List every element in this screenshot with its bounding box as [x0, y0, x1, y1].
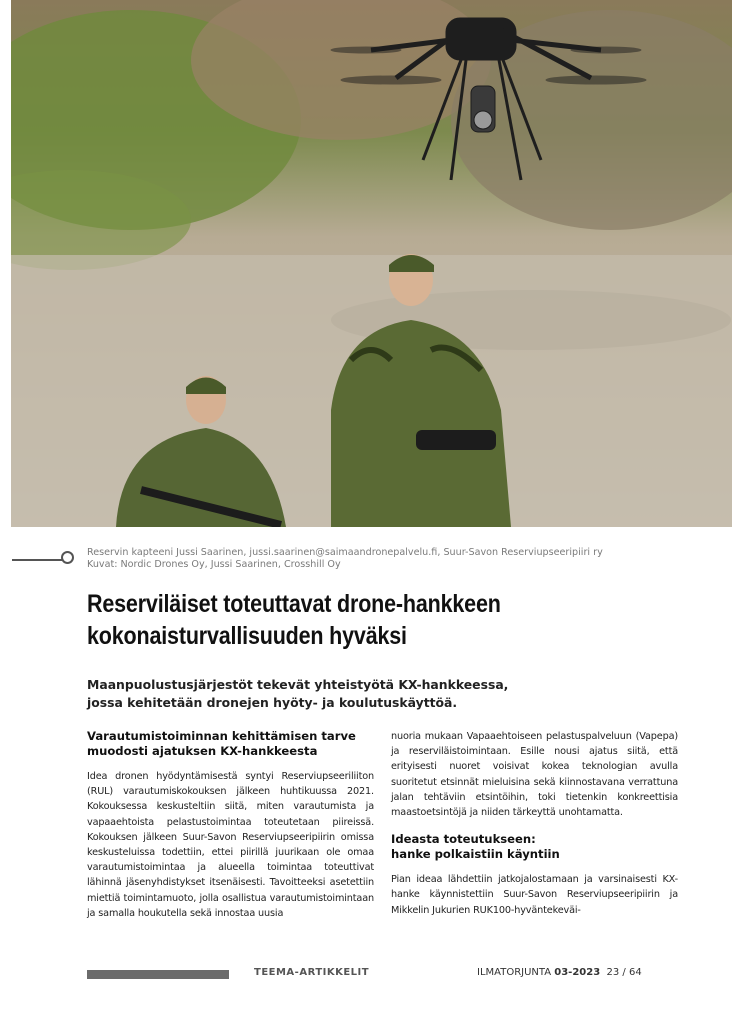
drone-photo	[11, 0, 732, 527]
magazine-name: ILMATORJUNTA	[477, 967, 552, 978]
credits	[87, 547, 727, 571]
section1-title	[87, 729, 374, 759]
lead-line-2: jossa kehitetään dronejen hyöty- ja koulutuskäyttöä.	[87, 695, 458, 710]
section1-title-line-2: muodosti ajatuksen KX-hankkeesta	[87, 744, 318, 758]
photo-credit: Kuvat: Nordic Drones Oy, Jussi Saarinen, Crosshill Oy	[87, 559, 341, 570]
article-headline	[87, 588, 620, 652]
credit-circle-icon	[61, 551, 74, 564]
footer-section-label: TEEMA-ARTIKKELIT	[254, 967, 370, 978]
issue-number: 03-2023	[554, 967, 601, 978]
footer-magazine	[477, 967, 642, 978]
section1-body: Idea dronen hyödyntämisestä syntyi Reserviupseeriliiton (RUL) varautumiskokouksen jälkeen huhtikuussa 2021. Kokouksessa keskusteltiin siitä, miten varautumista ja vapaaehtoista pelastustoimintaa toteutetaan piireissä. Kokouksen jälkeen Suur-Savon Reserviupseeripiirin omissa keskusteluissa todettiin, ettei piirillä juurikaan ole omaa varautumistoimintaa ja alueella toimintaa toteuttivat lähinnä jäsenyhdistykset itsenäisesti. Tavoitteeksi asetettiin miettiä toimintamuoto, jolla osallistua varautumistoimintaan ja samalla houkutella sekä innostaa uusia	[87, 771, 374, 919]
credit-divider	[12, 559, 62, 561]
section2-title-line-1: Ideasta toteutukseen:	[391, 832, 536, 847]
lead-line-1: Maanpuolustusjärjestöt tekevät yhteistyötä KX-hankkeessa,	[87, 677, 509, 692]
author-credit: Reservin kapteeni Jussi Saarinen, jussi.saarinen@saimaandronepalvelu.fi, Suur-Savon Reserviupseeripiiri ry	[87, 547, 603, 558]
section2-title	[391, 832, 678, 862]
footer-bar	[87, 970, 229, 979]
page-number: 23 / 64	[606, 967, 642, 978]
section1-title-line-1: Varautumistoiminnan kehittämisen tarve	[87, 729, 356, 743]
headline-line-1: Reserviläiset toteuttavat drone-hankkeen	[87, 590, 501, 618]
article-lead	[87, 676, 687, 712]
section2-title-line-2: hanke polkaistiin käyntiin	[391, 847, 560, 862]
column2-body: nuoria mukaan Vapaaehtoiseen pelastuspalveluun (Vapepa) ja reserviläistoimintaan. Esille nousi ajatus siitä, että erityisesti nuoret voisivat kokea teknologian avulla suoritetut etsinnät mieluisina sekä kiinnostavana verrattuna jalan tehtäviin etsintöihin, toki tietenkin konkreettisia maastoetsintöjä ja niiden tärkeyttä unohtamatta.	[391, 731, 678, 819]
column-left	[87, 729, 374, 921]
headline-line-2: kokonaisturvallisuuden hyväksi	[87, 622, 407, 650]
column-right	[391, 729, 678, 918]
drone-photo-icon	[11, 0, 732, 527]
section2-body: Pian ideaa lähdettiin jatkojalostamaan ja varsinaisesti KX-hanke käynnistettiin Suur-Savon Reserviupseeripiirin ja Mikkelin Jukurien RUK100-hyväntekeväi-	[391, 874, 678, 916]
